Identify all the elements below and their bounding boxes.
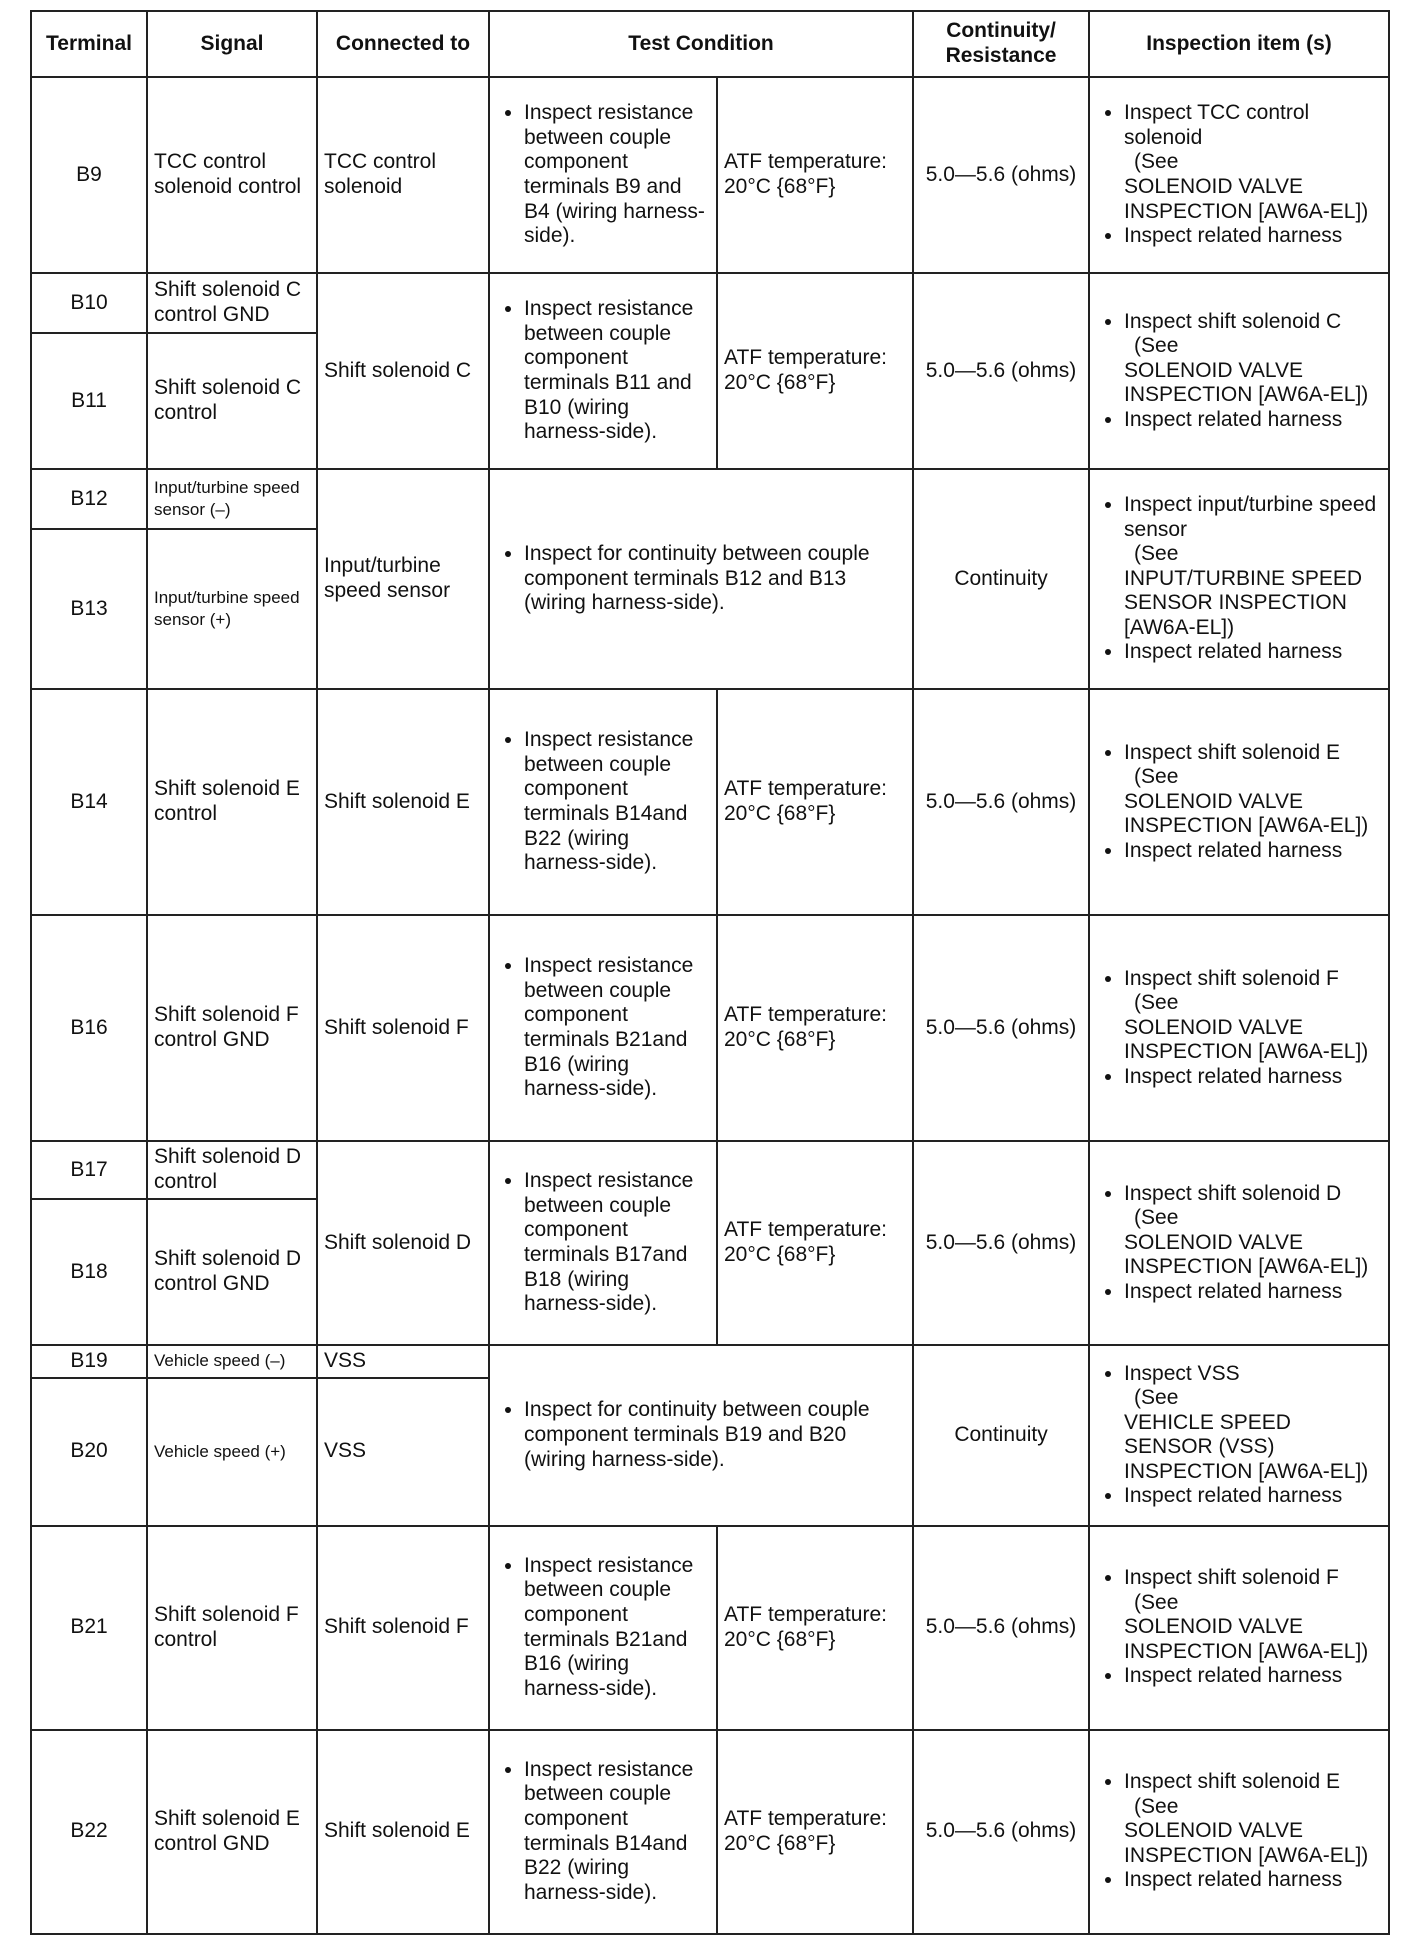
inspection-reference: VEHICLE SPEED SENSOR (VSS) INSPECTION [AW6A-EL]) (1124, 1410, 1369, 1483)
inspection-reference: SOLENOID VALVE INSPECTION [AW6A-EL]) (1124, 1015, 1369, 1064)
inspection-item (1124, 1182, 1382, 1280)
inspection-item: • Inspect related harness (1124, 224, 1382, 249)
terminal-cell: B9 (31, 77, 147, 273)
signal-cell: Input/turbine speed sensor (–) (147, 469, 317, 529)
terminal-inspection-table (30, 10, 1390, 1935)
inspection-item: • Inspect related harness (1124, 839, 1382, 864)
inspection-item (1124, 967, 1382, 1065)
inspection-cell (1089, 1345, 1389, 1526)
inspection-item-text: Inspect VSS (1124, 1361, 1240, 1385)
test-condition-text: • Inspect resistance between couple component terminals B14and B22 (wiring harness-side). (524, 728, 710, 875)
signal-cell: Shift solenoid D control (147, 1141, 317, 1199)
signal-cell: Vehicle speed (–) (147, 1345, 317, 1378)
terminal-cell: B19 (31, 1345, 147, 1378)
inspection-item (1124, 310, 1382, 408)
header-inspection-items: Inspection item (s) (1089, 11, 1389, 77)
header-continuity-resistance: Continuity/ Resistance (913, 11, 1089, 77)
inspection-item (1124, 101, 1382, 224)
test-condition-cell (489, 469, 913, 689)
signal-cell: Shift solenoid F control (147, 1526, 317, 1730)
inspection-item (1124, 493, 1382, 640)
inspection-cell (1089, 273, 1389, 469)
value-cell: 5.0—5.6 (ohms) (913, 1730, 1089, 1934)
terminal-cell: B20 (31, 1378, 147, 1526)
see-note: (See (1134, 765, 1179, 789)
table-row (31, 77, 1389, 273)
inspection-reference: SOLENOID VALVE INSPECTION [AW6A-EL]) (1124, 358, 1369, 407)
test-condition-text: • Inspect resistance between couple component terminals B11 and B10 (wiring harness-side). (524, 297, 710, 444)
inspection-cell (1089, 915, 1389, 1141)
value-cell: Continuity (913, 469, 1089, 689)
inspection-reference: SOLENOID VALVE INSPECTION [AW6A-EL]) (1124, 1230, 1369, 1279)
terminal-cell: B10 (31, 273, 147, 333)
terminal-cell: B12 (31, 469, 147, 529)
connected-cell: Input/turbine speed sensor (317, 469, 489, 689)
terminal-cell: B16 (31, 915, 147, 1141)
test-condition-text: • Inspect resistance between couple component terminals B17and B18 (wiring harness-side). (524, 1169, 710, 1316)
terminal-cell: B13 (31, 529, 147, 689)
connected-cell: Shift solenoid E (317, 689, 489, 915)
table-row (31, 915, 1389, 1141)
terminal-cell: B18 (31, 1199, 147, 1345)
terminal-inspection-sheet (30, 10, 1388, 1935)
inspection-reference: INPUT/TURBINE SPEED SENSOR INSPECTION [AW6A-EL]) (1124, 566, 1363, 639)
inspection-item: • Inspect related harness (1124, 1065, 1382, 1090)
inspection-item: • Inspect related harness (1124, 1280, 1382, 1305)
inspection-item-text: Inspect shift solenoid C (1124, 309, 1342, 333)
test-condition-cell (489, 1730, 717, 1934)
see-note: (See (1134, 991, 1179, 1015)
terminal-cell: B17 (31, 1141, 147, 1199)
inspection-item: • Inspect related harness (1124, 1664, 1382, 1689)
terminal-cell: B22 (31, 1730, 147, 1934)
value-cell: 5.0—5.6 (ohms) (913, 273, 1089, 469)
table-row (31, 689, 1389, 915)
connected-cell: Shift solenoid F (317, 915, 489, 1141)
inspection-cell (1089, 1730, 1389, 1934)
temperature-cell: ATF temperature: 20°C {68°F} (717, 273, 913, 469)
test-condition-text: • Inspect for continuity between couple component terminals B19 and B20 (wiring harness-side). (524, 1398, 906, 1472)
inspection-item-text: Inspect shift solenoid F (1124, 966, 1339, 990)
connected-cell: Shift solenoid C (317, 273, 489, 469)
inspection-item (1124, 741, 1382, 839)
inspection-item-text: Inspect input/turbine speed sensor (1124, 493, 1377, 541)
inspection-cell (1089, 1141, 1389, 1345)
test-condition-cell (489, 1526, 717, 1730)
test-condition-text: • Inspect resistance between couple component terminals B14and B22 (wiring harness-side). (524, 1758, 710, 1905)
signal-cell: Input/turbine speed sensor (+) (147, 529, 317, 689)
signal-cell: Shift solenoid F control GND (147, 915, 317, 1141)
test-condition-cell (489, 915, 717, 1141)
inspection-item: • Inspect related harness (1124, 640, 1382, 665)
inspection-item-text: Inspect TCC control solenoid (1124, 101, 1310, 149)
inspection-reference: SOLENOID VALVE INSPECTION [AW6A-EL]) (1124, 175, 1369, 223)
table-row (31, 469, 1389, 529)
table-row (31, 1141, 1389, 1199)
value-cell: 5.0—5.6 (ohms) (913, 77, 1089, 273)
inspection-item-text: Inspect shift solenoid E (1124, 740, 1340, 764)
see-note: (See (1134, 1794, 1179, 1818)
connected-cell: Shift solenoid E (317, 1730, 489, 1934)
table-row (31, 1526, 1389, 1730)
inspection-reference: SOLENOID VALVE INSPECTION [AW6A-EL]) (1124, 789, 1369, 838)
connected-cell: TCC control solenoid (317, 77, 489, 273)
test-condition-cell (489, 1345, 913, 1526)
signal-cell: Shift solenoid D control GND (147, 1199, 317, 1345)
terminal-cell: B11 (31, 333, 147, 469)
signal-cell: Shift solenoid C control GND (147, 273, 317, 333)
signal-cell: Vehicle speed (+) (147, 1378, 317, 1526)
value-cell: 5.0—5.6 (ohms) (913, 1526, 1089, 1730)
see-note: (See (1134, 150, 1179, 174)
signal-cell: Shift solenoid E control GND (147, 1730, 317, 1934)
temperature-cell: ATF temperature: 20°C {68°F} (717, 1526, 913, 1730)
value-cell: 5.0—5.6 (ohms) (913, 689, 1089, 915)
connected-cell: VSS (317, 1378, 489, 1526)
inspection-reference: SOLENOID VALVE INSPECTION [AW6A-EL]) (1124, 1615, 1369, 1663)
header-test-condition: Test Condition (489, 11, 913, 77)
inspection-item: • Inspect related harness (1124, 1484, 1382, 1509)
inspection-reference: SOLENOID VALVE INSPECTION [AW6A-EL]) (1124, 1819, 1369, 1867)
test-condition-cell (489, 1141, 717, 1345)
see-note: (See (1134, 1590, 1179, 1614)
see-note: (See (1134, 542, 1179, 566)
header-terminal: Terminal (31, 11, 147, 77)
table-row (31, 273, 1389, 333)
connected-cell: Shift solenoid D (317, 1141, 489, 1345)
header-signal: Signal (147, 11, 317, 77)
inspection-item: • Inspect related harness (1124, 1868, 1382, 1893)
connected-cell: VSS (317, 1345, 489, 1378)
inspection-item: • Inspect related harness (1124, 408, 1382, 433)
inspection-item-text: Inspect shift solenoid D (1124, 1181, 1342, 1205)
test-condition-cell (489, 273, 717, 469)
inspection-cell (1089, 469, 1389, 689)
test-condition-text: • Inspect resistance between couple component terminals B9 and B4 (wiring harness-side). (524, 101, 710, 248)
inspection-item (1124, 1770, 1382, 1868)
temperature-cell: ATF temperature: 20°C {68°F} (717, 915, 913, 1141)
connected-cell: Shift solenoid F (317, 1526, 489, 1730)
temperature-cell: ATF temperature: 20°C {68°F} (717, 1141, 913, 1345)
signal-cell: Shift solenoid E control (147, 689, 317, 915)
table-row (31, 1345, 1389, 1378)
inspection-item-text: Inspect shift solenoid F (1124, 1566, 1339, 1590)
value-cell: Continuity (913, 1345, 1089, 1526)
terminal-cell: B21 (31, 1526, 147, 1730)
inspection-item (1124, 1566, 1382, 1664)
inspection-item-text: Inspect shift solenoid E (1124, 1770, 1340, 1794)
test-condition-text: • Inspect for continuity between couple component terminals B12 and B13 (wiring harness-side). (524, 542, 906, 616)
inspection-cell (1089, 77, 1389, 273)
inspection-cell (1089, 1526, 1389, 1730)
signal-cell: TCC control solenoid control (147, 77, 317, 273)
temperature-cell: ATF temperature: 20°C {68°F} (717, 689, 913, 915)
test-condition-text: • Inspect resistance between couple component terminals B21and B16 (wiring harness-side). (524, 954, 710, 1101)
header-connected-to: Connected to (317, 11, 489, 77)
see-note: (See (1134, 1206, 1179, 1230)
see-note: (See (1134, 334, 1179, 358)
value-cell: 5.0—5.6 (ohms) (913, 915, 1089, 1141)
see-note: (See (1134, 1386, 1179, 1410)
test-condition-cell (489, 77, 717, 273)
table-row (31, 1730, 1389, 1934)
test-condition-cell (489, 689, 717, 915)
signal-cell: Shift solenoid C control (147, 333, 317, 469)
value-cell: 5.0—5.6 (ohms) (913, 1141, 1089, 1345)
test-condition-text: • Inspect resistance between couple component terminals B21and B16 (wiring harness-side). (524, 1554, 710, 1701)
terminal-cell: B14 (31, 689, 147, 915)
inspection-cell (1089, 689, 1389, 915)
temperature-cell: ATF temperature: 20°C {68°F} (717, 77, 913, 273)
inspection-item (1124, 1362, 1382, 1485)
header-row (31, 11, 1389, 77)
temperature-cell: ATF temperature: 20°C {68°F} (717, 1730, 913, 1934)
